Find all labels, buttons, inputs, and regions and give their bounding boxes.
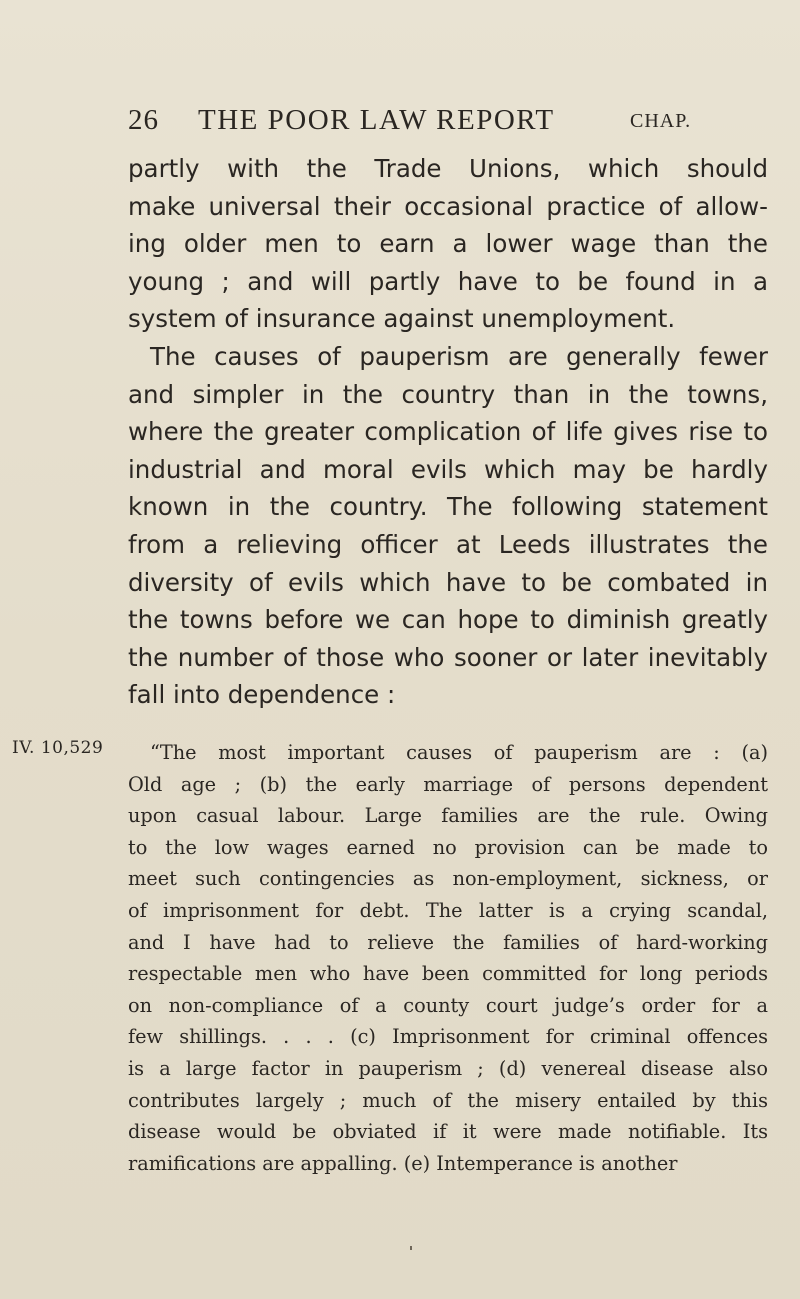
quote-line: respectable men who have been committed for long periods	[128, 962, 768, 986]
quote-line: is a large factor in pauperism ; (d) venereal disease also	[128, 1056, 768, 1080]
body-line: and simpler in the country than in the towns,	[128, 379, 768, 409]
quote-line: meet such contingencies as non-employment, sickness, or	[128, 867, 768, 891]
quote-line: disease would be obviated if it were made notifiable. Its	[128, 1120, 768, 1144]
quote-line: “The most important causes of pauperism are : (a)	[150, 741, 768, 764]
running-header	[128, 104, 768, 140]
body-line: the number of those who sooner or later inevitably	[128, 642, 768, 672]
quote-line: ramifications are appalling. (e) Intemperance is another	[128, 1151, 678, 1175]
quote-line: Old age ; (b) the early marriage of persons dependent	[128, 772, 768, 796]
body-line: industrial and moral evils which may be hardly	[128, 454, 768, 484]
margin-reference: IV. 10,529	[12, 738, 104, 758]
body-line: young ; and will partly have to be found in a	[128, 266, 768, 296]
body-text	[128, 150, 768, 714]
ink-speck	[410, 1246, 412, 1250]
body-line: fall into dependence :	[128, 680, 396, 710]
body-line: make universal their occasional practice of allow-	[128, 191, 768, 221]
quote-line: few shillings. . . . (c) Imprisonment for criminal offences	[128, 1025, 768, 1049]
quote-line: upon casual labour. Large families are the rule. Owing	[128, 804, 768, 828]
quoted-statement	[128, 737, 768, 1179]
body-line: known in the country. The following statement	[128, 492, 768, 522]
quote-line: on non-compliance of a county court judge’s order for a	[128, 993, 768, 1017]
body-line: diversity of evils which have to be combated in	[128, 567, 768, 597]
quote-line: to the low wages earned no provision can be made to	[128, 835, 768, 859]
body-line: ing older men to earn a lower wage than the	[128, 229, 768, 259]
body-line: from a relieving officer at Leeds illustrates the	[128, 529, 768, 559]
quote-line: of imprisonment for debt. The latter is a crying scandal,	[128, 898, 768, 922]
page-number: 26	[128, 104, 159, 136]
body-line: system of insurance against unemployment.	[128, 304, 676, 334]
body-line: The causes of pauperism are generally fewer	[150, 341, 768, 371]
chapter-abbrev: CHAP.	[630, 110, 692, 132]
running-title: THE POOR LAW REPORT	[198, 104, 555, 136]
body-line: where the greater complication of life gives rise to	[128, 417, 768, 447]
body-line: partly with the Trade Unions, which should	[128, 154, 768, 183]
body-line: the towns before we can hope to diminish greatly	[128, 605, 768, 635]
quote-line: contributes largely ; much of the misery entailed by this	[128, 1088, 768, 1112]
quote-line: and I have had to relieve the families of hard-working	[128, 930, 768, 954]
